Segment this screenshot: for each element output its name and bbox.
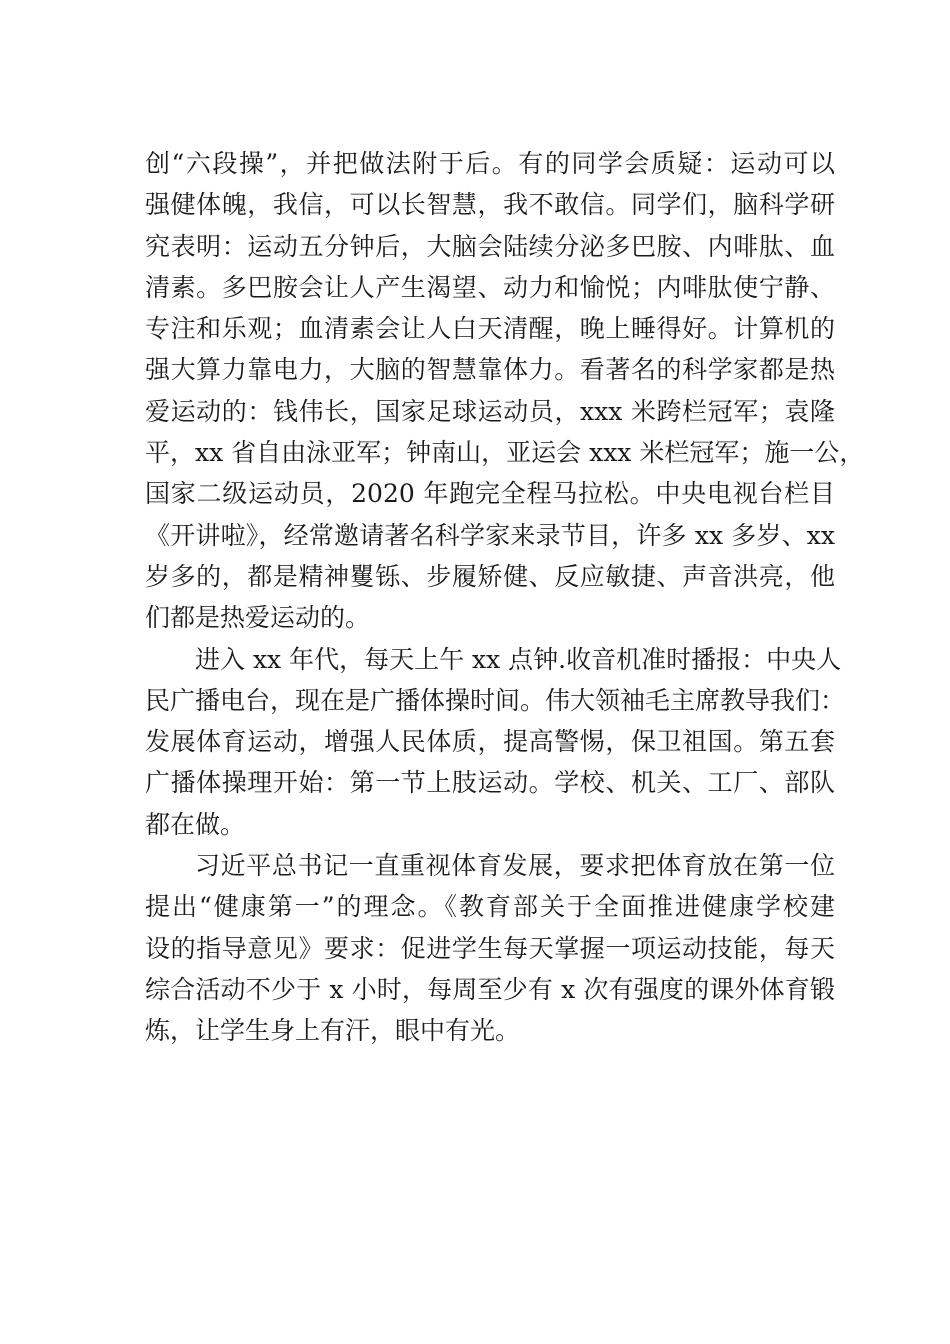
text-line: 都在做。 bbox=[145, 809, 246, 839]
text-line: 国家二级运动员，2020 年跑完全程马拉松。中央电视台栏目 bbox=[145, 479, 835, 509]
text-line: 爱运动的：钱伟长，国家足球运动员，xxx 米跨栏冠军；袁隆 bbox=[145, 396, 835, 426]
text-line: 提出“健康第一”的理念。《教育部关于全面推进健康学校建 bbox=[145, 892, 835, 922]
text-line: 们都是热爱运动的。 bbox=[145, 603, 371, 633]
text-line: 炼，让学生身上有汗，眼中有光。 bbox=[145, 1016, 521, 1046]
text-line: 清素。多巴胺会让人产生渴望、动力和愉悦；内啡肽使宁静、 bbox=[145, 272, 835, 302]
text-line: 广播体操理开始：第一节上肢运动。学校、机关、工厂、部队 bbox=[145, 768, 835, 798]
text-line: 设的指导意见》要求：促进学生每天掌握一项运动技能，每天 bbox=[145, 933, 835, 963]
text-line: 发展体育运动，增强人民体质，提高警惕，保卫祖国。第五套 bbox=[145, 727, 835, 757]
text-line: 平，xx 省自由泳亚军；钟南山，亚运会 xxx 米栏冠军；施一公， bbox=[145, 438, 865, 468]
text-line: 强大算力靠电力，大脑的智慧靠体力。看著名的科学家都是热 bbox=[145, 355, 835, 385]
text-line: 究表明：运动五分钟后，大脑会陆续分泌多巴胺、内啡肽、血 bbox=[145, 231, 835, 261]
text-line: 岁多的，都是精神矍铄、步履矫健、反应敏捷、声音洪亮，他 bbox=[145, 561, 835, 591]
text-line: 创“六段操”，并把做法附于后。有的同学会质疑：运动可以 bbox=[145, 149, 835, 178]
text-line: 民广播电台，现在是广播体操时间。伟大领袖毛主席教导我们： bbox=[145, 685, 846, 715]
paragraph-2 bbox=[145, 639, 846, 845]
paragraph-3 bbox=[145, 845, 835, 1051]
text-line: 强健体魄，我信，可以长智慧，我不敢信。同学们，脑科学研 bbox=[145, 190, 835, 220]
text-line: 专注和乐观；血清素会让人白天清醒，晚上睡得好。计算机的 bbox=[145, 314, 835, 344]
text-line: 《开讲啦》，经常邀请著名科学家来录节目，许多 xx 多岁、xx bbox=[145, 520, 835, 550]
text-line: 进入 xx 年代，每天上午 xx 点钟.收音机准时播报：中央人 bbox=[195, 644, 842, 674]
text-line: 习近平总书记一直重视体育发展，要求把体育放在第一位 bbox=[195, 851, 835, 881]
document-body bbox=[145, 143, 865, 1052]
text-line: 综合活动不少于 x 小时，每周至少有 x 次有强度的课外体育锻 bbox=[145, 974, 835, 1004]
paragraph-1 bbox=[145, 143, 865, 639]
